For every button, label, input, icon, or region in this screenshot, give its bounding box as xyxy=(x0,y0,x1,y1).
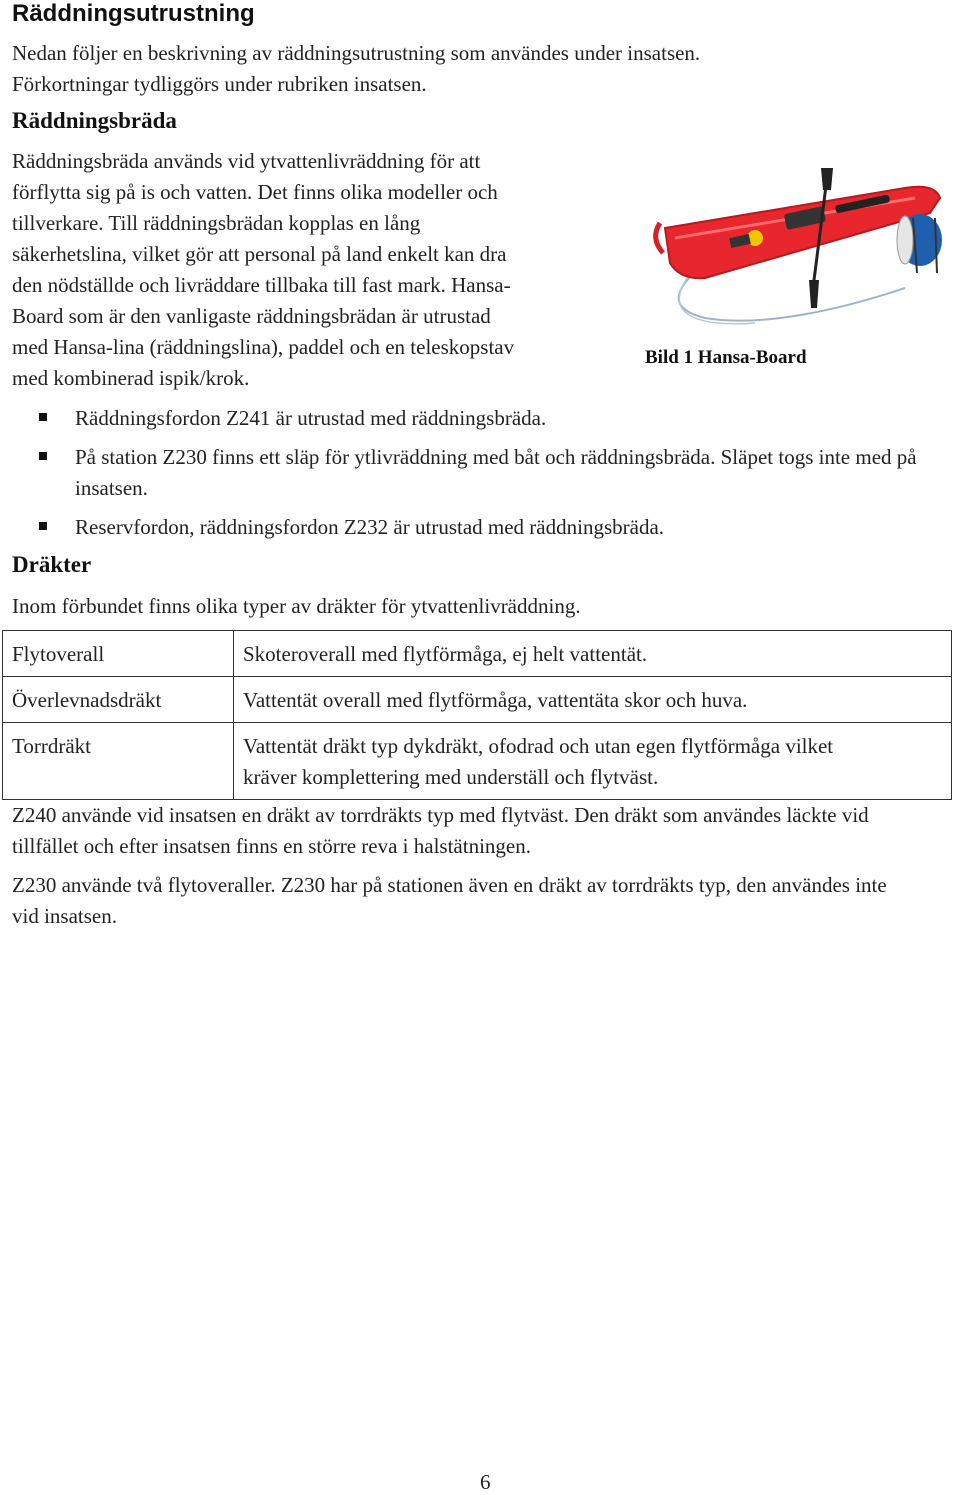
square-bullet-icon xyxy=(39,452,47,460)
board-description xyxy=(12,146,632,394)
table-row xyxy=(3,631,952,677)
square-bullet-icon xyxy=(39,413,47,421)
suit-desc-cell: Vattentät dräkt typ dykdräkt, ofodrad och utan egen flytförmåga vilket kräver komplettering med underställ och flytväst. xyxy=(234,723,952,800)
bullet-item: Räddningsfordon Z241 är utrustad med räddningsbräda. xyxy=(0,403,960,434)
board-line: med Hansa-lina (räddningslina), paddel och en teleskopstav xyxy=(12,335,515,359)
table-row xyxy=(3,723,952,800)
suits-table xyxy=(2,630,952,800)
board-bullet-list xyxy=(0,403,960,551)
bullet-item: Reservfordon, räddningsfordon Z232 är utrustad med räddningsbräda. xyxy=(0,512,960,543)
board-line: förflytta sig på is och vatten. Det finns olika modeller och xyxy=(12,180,498,204)
image-caption: Bild 1 Hansa-Board xyxy=(645,347,807,368)
bullet-item: På station Z230 finns ett släp för ytlivräddning med båt och räddningsbräda. Släpet togs inte med på insatsen. xyxy=(0,442,960,504)
suits-heading: Dräkter xyxy=(12,552,92,577)
suit-name-cell: Torrdräkt xyxy=(3,723,234,800)
hansa-board-image xyxy=(645,168,955,338)
intro-line: Förkortningar tydliggörs under rubriken insatsen. xyxy=(12,72,427,96)
board-line: Räddningsbräda används vid ytvattenlivräddning för att xyxy=(12,149,481,173)
suit-desc-cell: Vattentät overall med flytförmåga, vattentäta skor och huva. xyxy=(234,677,952,723)
table-row xyxy=(3,677,952,723)
intro-text xyxy=(12,38,700,100)
suit-name-cell: Flytoverall xyxy=(3,631,234,677)
paragraph-z240: Z240 använde vid insatsen en dräkt av torrdräkts typ med flytväst. Den dräkt som användes läckte vid tillfället och efter insatsen finns en större reva i halstätningen. xyxy=(12,803,869,858)
page-heading: Räddningsutrustning xyxy=(12,0,255,27)
board-line: Board som är den vanligaste räddningsbrädan är utrustad xyxy=(12,304,491,328)
paragraph-z230: Z230 använde två flytoveraller. Z230 har på stationen även en dräkt av torrdräkts typ, den användes inte vid insatsen. xyxy=(12,873,887,928)
page-number: 6 xyxy=(480,1470,491,1494)
board-line: den nödställde och livräddare tillbaka till fast mark. Hansa- xyxy=(12,273,511,297)
board-line: säkerhetslina, vilket gör att personal på land enkelt kan dra xyxy=(12,242,507,266)
square-bullet-icon xyxy=(39,522,47,530)
board-line: med kombinerad ispik/krok. xyxy=(12,366,250,390)
suit-desc-cell: Skoteroverall med flytförmåga, ej helt vattentät. xyxy=(234,631,952,677)
intro-line: Nedan följer en beskrivning av räddningsutrustning som användes under insatsen. xyxy=(12,41,701,65)
suits-intro: Inom förbundet finns olika typer av dräkter för ytvattenlivräddning. xyxy=(12,594,581,618)
suit-name-cell: Överlevnadsdräkt xyxy=(3,677,234,723)
board-line: tillverkare. Till räddningsbrädan kopplas en lång xyxy=(12,211,421,235)
board-heading: Räddningsbräda xyxy=(12,108,177,133)
